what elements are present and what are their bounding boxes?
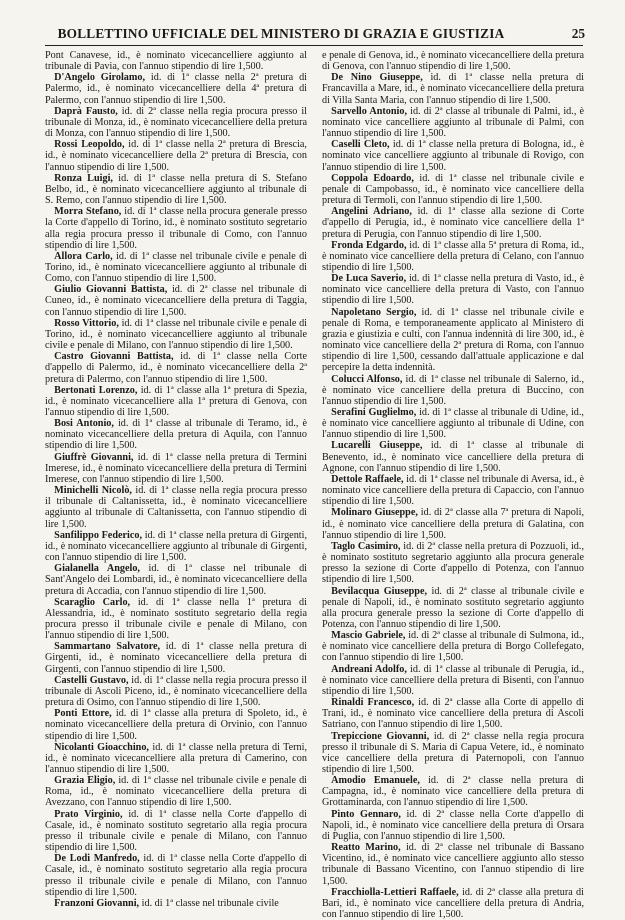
entry-person-name: Daprà Fausto, (54, 105, 118, 117)
entry-text: id. di 2ª classe nella pretura di Pozzuoli, id., è nominato sostituto segretario aggiunto alla procura generale presso la sezione di Corte d'appello di Potenza, con l'annuo stipendio di lire 1,500. (322, 540, 584, 586)
entry-person-name: De Luca Saverio, (331, 273, 407, 285)
entry-person-name: Sanfilippo Federico, (54, 529, 143, 541)
entry-person-name: Fronda Edgardo, (331, 239, 407, 251)
appointment-entry (45, 898, 307, 909)
entry-person-name: Gialanella Angelo, (54, 563, 140, 575)
appointment-entry (45, 385, 307, 418)
entry-text: id. di 1ª classe nella pretura di Girgenti, id., è nominato vicecancelliere aggiunto al tribunale di Girgenti, con l'annuo stipendio di lire 1,500. (45, 529, 307, 564)
entry-person-name: Minichelli Nicolò, (54, 485, 132, 497)
appointment-entry (45, 452, 307, 485)
entry-person-name: Molinaro Giuseppe, (331, 507, 418, 519)
appointment-entry (322, 474, 584, 507)
entry-person-name: Prato Virginio, (54, 808, 123, 820)
entry-person-name: Dettole Raffaele, (331, 473, 404, 485)
entry-person-name: Coppola Edoardo, (331, 172, 414, 184)
entry-person-name: De Nino Giuseppe, (331, 72, 423, 84)
entry-person-name: De Lodi Manfredo, (54, 853, 140, 865)
appointment-entry (45, 853, 307, 898)
entry-person-name: Allora Carlo, (54, 250, 113, 262)
appointment-entry (322, 139, 584, 172)
entry-text: id. di 2ª classe nel tribunale di Cuneo, id., è nominato vicecancelliere della pretura di Taggia, con l'annuo stipendio di lire 1,500. (45, 284, 308, 318)
entry-text: id. di 1ª classe nella regia procura presso il tribunale di Caltanissetta, id., è nominato vicecancelliere aggiunto al tribunale di Caltanissetta, con l'annuo stipendio di lire 1,500. (45, 485, 307, 530)
entry-person-name: Reatto Marino, (331, 842, 401, 854)
entry-person-name: Trepiccione Giovanni, (331, 730, 430, 742)
entry-person-name: Rinaldi Francesco, (331, 697, 415, 709)
entry-text: id. di 1ª classe alla pretura di Spoleto, id., è nominato vicecancelliere della pretura di Orvinio, con l'annuo stipendio di lire 1,500. (45, 708, 307, 742)
entry-person-name: Franzoni Giovanni, (54, 897, 140, 909)
entry-text: id. di 2ª classe nella regia procura presso il tribunale di Monza, id., è nominato vicecancelliere della pretura di Monza, con l'annuo stipendio di lire 1,500. (45, 105, 307, 140)
entry-text: id. di 1ª classe nella pretura di Girgenti, id., è nominato vicecancelliere della pretura di Girgenti, con l'annuo stipendio di lire 1,500. (45, 641, 307, 675)
entry-person-name: Napoletano Sergio, (331, 306, 417, 318)
appointment-entry (45, 72, 307, 105)
entry-text: id. di 1ª classe nella pretura di Terni, id., è nominato vicecancelliere alla pretura di Camerino, con l'annuo stipendio di lire 1,500. (45, 741, 307, 775)
left-column (45, 50, 308, 909)
entry-person-name: Scaraglio Carlo, (54, 596, 131, 608)
entry-person-name: Rosso Vittorio, (54, 317, 119, 329)
entry-text: id. di 1ª classe nel tribunale di Sant'Angelo dei Lombardi, id., è nominato vicecancelliere della pretura di Accadia, con l'annuo stipendio di lire 1,500. (45, 563, 308, 597)
appointment-entry (45, 809, 307, 854)
entry-person-name: Sammartano Salvatore, (54, 641, 161, 653)
entry-text: id. di 2ª classe nella regia procura presso il tribunale di S. Maria di Capua Vetere, id., è nominato vice cancelliere della pretura di Paternopoli, con l'annuo stipendio di lire 1,500. (322, 730, 584, 775)
entry-text: id. di 1ª classe nella 2ª pretura di Brescia, id., è nominato vicecancelliere della 2ª pretura di Brescia, con l'annuo stipendio di lire 1,500. (45, 139, 307, 173)
entry-text: id. di 1ª classe alla 1ª pretura di Spezia, id., è nominato vicecancelliere alla 1ª pretura di Genova, con l'annuo stipendio di lire 1,500. (45, 384, 307, 418)
entry-text: id. di 1ª classe nella pretura di Bologna, id., è nominato vice cancelliere aggiunto al tribunale di Rovigo, con l'annuo stipendio di lire 1,500. (322, 139, 584, 173)
entry-text: id. di 1ª classe nel tribunale civile e penale di Roma, id., è nominato vicecancelliere della pretura di Avezzano, con l'annuo stipendio di lire 1,500. (45, 775, 307, 809)
entry-person-name: Giuffrè Giovanni, (54, 451, 134, 463)
entry-person-name: Ronza Luigi, (54, 172, 113, 184)
appointment-entry (45, 597, 307, 642)
entry-text: id. di 2ª classe nel tribunale di Bassano Vicentino, id., è nominato vice cancelliere aggiunto allo stesso tribunale di Bassano Vicentino, con l'annuo stipendio di lire 1,500. (322, 842, 584, 887)
appointment-entry (45, 251, 307, 284)
appointment-entry (45, 418, 307, 451)
appointment-entry (322, 507, 584, 540)
appointment-entry (322, 407, 584, 440)
entry-text: id. di 1ª classe nella regia procura presso il tribunale di Ascoli Piceno, id., è nominato vicecancelliere della pretura di Osimo, con l'annuo stipendio di lire 1,500. (45, 674, 307, 709)
entry-text: id. di 1ª classe al tribunale di Teramo, id., è nominato vicecancelliere della pretura di Aquila, con l'annuo stipendio di lire 1,500. (45, 418, 307, 452)
entry-text: id. di 1ª classe nella pretura di S. Stefano Belbo, id., è nominato vicecancelliere aggiunto al tribunale di S. Remo, con l'annuo stipendio di lire 1,500. (45, 172, 307, 207)
bulletin-title: BOLLETTINO UFFICIALE DEL MINISTERO DI GRAZIA E GIUSTIZIA (57, 26, 505, 41)
appointment-entry (45, 173, 307, 206)
entry-text: id. di 1ª classe nel tribunale civile e penale di Torino, id., è nominato vicecancelliere aggiunto al tribunale civile e penale di Milano, con l'annuo stipendio di lire 1,500. (45, 317, 307, 352)
entry-person-name: Sarvello Antonio, (331, 105, 408, 117)
entry-text: id. di 2ª classe nella Corte d'appello di Napoli, id., è nominato vice cancelliere della pretura di Orsara di Puglia, con l'annuo stipendio di lire 1,500. (322, 808, 584, 842)
entry-text: id. di 2ª classe al tribunale civile e penale di Napoli, id., è nominato sostituto segretario aggiunto alla procura generale presso la sezione di Corte d'appello di Potenza, con l'annuo stipendio di lire 1,500. (322, 585, 584, 630)
entry-person-name: Morra Stefano, (54, 206, 122, 218)
entry-person-name: Ponti Ettore, (54, 708, 112, 720)
entry-text: id. di 1ª classe nella 1ª pretura di Alessandria, id., è nominato sostituto segretario della regia procura presso il tribunale civile e penale di Milano, con l'annuo stipendio di lire 1,500. (45, 596, 307, 642)
appointment-entry (45, 641, 307, 674)
appointment-entry (322, 842, 584, 887)
appointment-entry (322, 50, 584, 72)
entry-text: Pont Canavese, id., è nominato vicecancelliere aggiunto al tribunale di Pavia, con l'annuo stipendio di lire 1,500. (45, 50, 307, 73)
entry-person-name: Pinto Gennaro, (331, 808, 401, 820)
appointment-entry (322, 106, 584, 139)
appointment-entry (45, 139, 307, 172)
appointment-entry (322, 887, 584, 920)
appointment-entry (45, 50, 307, 72)
appointment-entry (45, 106, 307, 139)
header-rule (45, 45, 583, 46)
entry-text: id. di 1ª classe nel tribunale civile e penale di Roma, e temporaneamente applicato al Ministero di grazia e giustizia e culti, con l'annua indennità di lire 300, id., è nominato vice cancelliere della 2ª pretura di Roma, con l'annuo stipendio di lire 1,500, cessando dall'attuale applicazione e dal percepire la detta indennità. (322, 306, 584, 374)
appointment-entry (45, 485, 307, 530)
entry-person-name: Nicolanti Gioacchino, (54, 741, 149, 753)
appointment-entry (322, 697, 584, 730)
entry-person-name: Lucarelli Giuseppe, (331, 440, 423, 452)
right-column (322, 50, 585, 920)
appointment-entry (322, 374, 584, 407)
appointment-entry (322, 173, 584, 206)
appointment-entry (322, 273, 584, 306)
entry-text: id. di 1ª classe nella pretura di Francavilla a Mare, id., è nominato vicecancelliere della pretura di Villa Santa Maria, con l'annuo stipendio di lire 1,500. (322, 72, 584, 106)
entry-person-name: Grazia Eligio, (54, 775, 116, 787)
appointment-entry (322, 586, 584, 631)
entry-text: id. di 1ª classe nel tribunale di Aversa, id., è nominato vice cancelliere della pretura di Capaccio, con l'annuo stipendio di lire 1,500. (322, 473, 584, 508)
appointment-entry (322, 775, 584, 808)
appointment-entry (322, 809, 584, 842)
appointment-entry (322, 307, 584, 374)
appointment-entry (322, 206, 584, 239)
entry-text: id. di 1ª classe al tribunale di Udine, id., è nominato vice cancelliere aggiunto al tribunale di Udine, con l'annuo stipendio di lire 1,500. (322, 407, 584, 441)
entry-text: id. di 1ª classe nel tribunale civile e penale di Torino, id., è nominato vicecancelliere aggiunto al tribunale di Como, con l'annuo stipendio di lire 1,500. (45, 250, 308, 285)
entry-person-name: Fracchiolla-Lettieri Raffaele, (331, 886, 459, 898)
entry-text: id. di 1ª classe al tribunale di Benevento, id., è nominato vice cancelliere della pretura di Agnone, con l'annuo stipendio di lire 1,500. (322, 440, 585, 474)
appointment-entry (45, 206, 307, 251)
entry-person-name: Bertonati Lorenzo, (54, 384, 138, 396)
entry-text: id. di 1ª classe nella pretura di Termini Imerese, id., è nominato vicecancelliere della pretura di Termini Imerese, con l'annuo stipendio di lire 1,500. (45, 451, 307, 485)
entry-text: id. di 1ª classe nella procura generale presso la Corte d'appello di Torino, id., è nominato sostituto segretario alla regia procura presso il tribunale di Como, con l'annuo stipendio di lire 1,500. (45, 206, 307, 251)
appointment-entry (45, 318, 307, 351)
page-number: 25 (571, 26, 585, 41)
entry-text: id. di 1ª classe nella Corte d'appello di Casale, id., è nominato sostituto segretario alla regia procura presso il tribunale civile e penale di Milano, con l'annuo stipendio di lire 1,500. (45, 853, 307, 898)
entry-person-name: Serafini Guglielmo, (331, 407, 417, 418)
entry-text: id. di 1ª classe alla 5ª pretura di Roma, id., è nominato vice cancelliere della pretura di Celano, con l'annuo stipendio di lire 1,500. (322, 239, 585, 273)
entry-text: id. di 1ª classe nella Corte d'appello di Casale, id., è nominato sostituto segretario alla regia procura presso il tribunale civile e penale di Milano, con l'annuo stipendio di lire 1,500. (45, 808, 307, 854)
entry-person-name: Bevilacqua Giuseppe, (331, 585, 428, 597)
entry-person-name: Amodio Emanuele, (331, 775, 420, 787)
appointment-entry (322, 731, 584, 776)
appointment-entry (322, 664, 584, 697)
entry-text: id. di 1ª classe alla sezione di Corte d'appello di Perugia, id., è nominato vice cancelliere della 1ª pretura di Perugia, con l'annuo stipendio di lire 1,500. (322, 206, 584, 240)
appointment-entry (322, 630, 584, 663)
appointment-entry (322, 72, 584, 105)
entry-person-name: Castro Giovanni Battista, (54, 351, 174, 363)
entry-text: id. di 1ª classe nella Corte d'appello di Palermo, id., è nominato vicecancelliere della 2ª pretura di Palermo, con l'annuo stipendio di lire 1,500. (45, 351, 307, 385)
entry-text: id. di 1ª classe nel tribunale civile (139, 897, 279, 909)
entry-text: e penale di Genova, id., è nominato vicecancelliere della pretura di Genova, con l'annuo stipendio di lire 1,500. (322, 50, 584, 73)
entry-person-name: Rossi Leopoldo, (54, 139, 125, 151)
page-header (0, 0, 625, 48)
appointment-entry (45, 563, 307, 596)
entry-person-name: Bosi Antonio, (54, 418, 114, 430)
appointment-entry (45, 742, 307, 775)
entry-person-name: Colucci Alfonso, (331, 373, 403, 385)
entry-person-name: D'Angelo Girolamo, (54, 72, 146, 84)
appointment-entry (45, 284, 307, 317)
entry-text: id. di 2ª classe alla pretura di Bari, id., è nominato vice cancelliere della pretura di Andria, con l'annuo stipendio di lire 1,500. (322, 886, 584, 920)
appointment-entry (322, 541, 584, 586)
appointment-entry (45, 675, 307, 708)
entry-text: id. di 2ª classe alla Corte di appello di Trani, id., è nominato vice cancelliere della pretura di Ascoli Satriano, con l'annuo stipendio di lire 1,500. (322, 697, 585, 731)
entry-text: id. di 2ª classe alla 7ª pretura di Napoli, id., è nominato vice cancelliere della pretura di Galatina, con l'annuo stipendio di lire 1,500. (322, 507, 585, 541)
entry-person-name: Caselli Cleto, (331, 139, 390, 151)
appointment-entry (322, 440, 584, 473)
entry-text: id. di 2ª classe nella pretura di Campagna, id., è nominato vice cancelliere della pretura di Grottaminarda, con l'annuo stipendio di lire 1,500. (322, 775, 584, 809)
entry-text: id. di 1ª classe nel tribunale civile e penale di Campobasso, id., è nominato vice cancelliere della pretura di Termoli, con l'annuo stipendio di lire 1,500. (322, 172, 584, 207)
entry-person-name: Mascio Gabriele, (331, 630, 406, 642)
appointment-entry (45, 775, 307, 808)
entry-person-name: Giulio Giovanni Battista, (54, 284, 168, 296)
appointment-entry (45, 530, 307, 563)
appointment-entry (322, 240, 584, 273)
entry-person-name: Castelli Gustavo, (54, 674, 129, 686)
entry-text: id. di 1ª classe nella 2ª pretura di Palermo, id., è nominato vicecancelliere della 4ª pretura di Palermo, con l'annuo stipendio di lire 1,500. (45, 72, 307, 106)
appointment-entry (45, 708, 307, 741)
entry-person-name: Andreani Adolfo, (331, 663, 407, 675)
entry-text: id. di 2ª classe al tribunale di Sulmona, id., è nominato vice cancelliere della pretura di Borgo Collefegato, con l'annuo stipendio di lire 1,500. (322, 630, 584, 664)
entry-text: id. di 1ª classe al tribunale di Perugia, id., è nominato vice cancelliere della pretura di Bisenti, con l'annuo stipendio di lire 1,500. (322, 663, 584, 697)
appointment-entry (45, 351, 307, 384)
entry-person-name: Taglo Casimiro, (331, 540, 401, 552)
entry-text: id. di 1ª classe nella pretura di Vasto, id., è nominato vice cancelliere della pretura di Vasto, con l'annuo stipendio di lire 1,500. (322, 273, 584, 307)
entry-text: id. di 2ª classe al tribunale di Palmi, id., è nominato vice cancelliere aggiunto al tribunale di Palmi, con l'annuo stipendio di lire 1,500. (322, 105, 584, 140)
entry-person-name: Angelini Adriano, (331, 206, 412, 218)
entry-text: id. di 1ª classe nel tribunale di Salerno, id., è nominato vice cancelliere della pretura di Buccino, con l'annuo stipendio di lire 1,500. (322, 373, 585, 407)
